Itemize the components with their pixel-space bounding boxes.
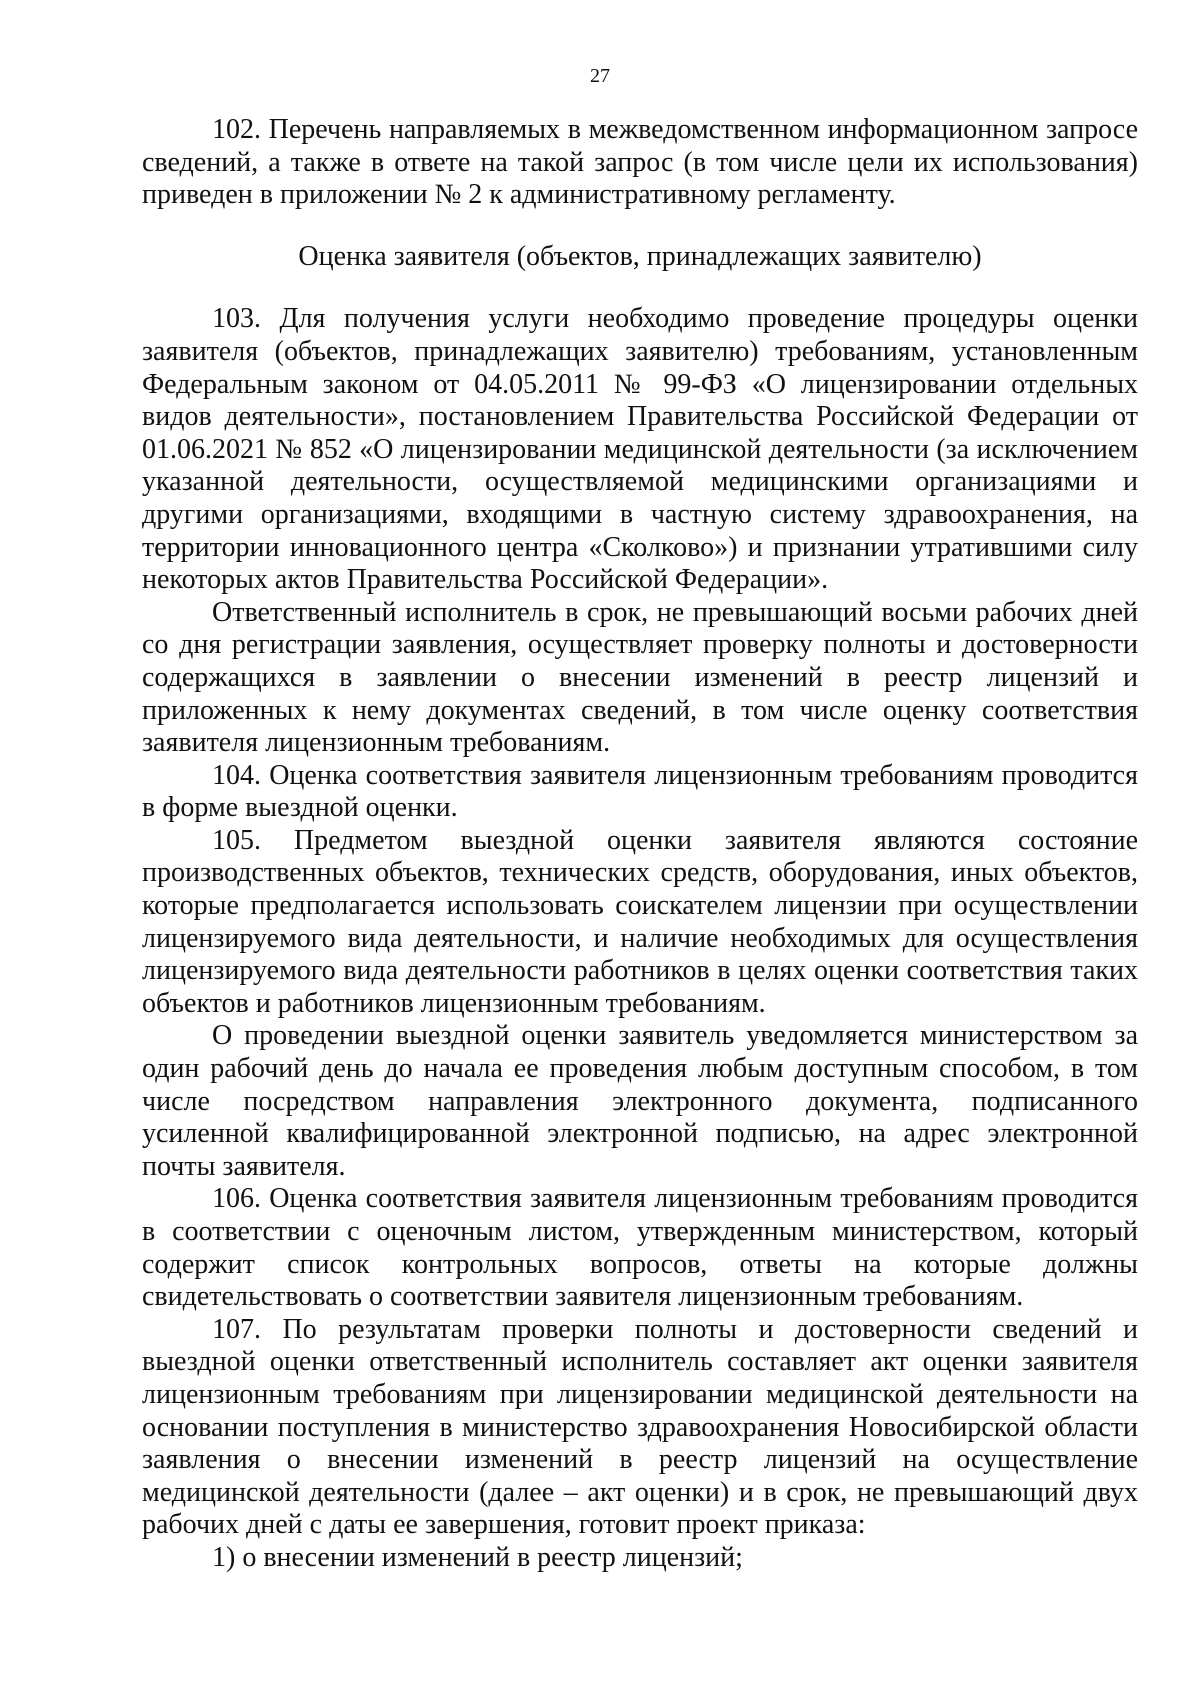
paragraph-104: 104. Оценка соответствия заявителя лицензионным требованиям проводится в форме выездной оценки. xyxy=(142,759,1138,824)
paragraph-103: 103. Для получения услуги необходимо проведение процедуры оценки заявителя (объектов, принадлежащих заявителю) требованиям, установленным Федеральным законом от 04.05.2011 № 99-ФЗ «О лицензировании отдельных видов деятельности», постановлением Правительства Российской Федерации от 01.06.2021 № 852 «О лицензировании медицинской деятельности (за исключением указанной деятельности, осуществляемой медицинскими организациями и другими организациями, входящими в частную систему здравоохранения, на территории инновационного центра «Сколково») и признании утратившими силу некоторых актов Правительства Российской Федерации». xyxy=(142,303,1138,596)
page-number: 27 xyxy=(590,65,610,87)
paragraph-102: 102. Перечень направляемых в межведомственном информационном запросе сведений, а также в ответе на такой запрос (в том числе цели их использования) приведен в приложении № 2 к административному регламенту. xyxy=(142,114,1138,211)
paragraph-106: 106. Оценка соответствия заявителя лицензионным требованиям проводится в соответствии с оценочным листом, утвержденным министерством, который содержит список контрольных вопросов, ответы на которые должны свидетельствовать о соответствии заявителя лицензионным требованиям. xyxy=(142,1183,1138,1313)
paragraph-105-notification: О проведении выездной оценки заявитель уведомляется министерством за один рабочий день до начала ее проведения любым доступным способом, в том числе посредством направления электронного документа, подписанного усиленной квалифицированной электронной подписью, на адрес электронной почты заявителя. xyxy=(142,1020,1138,1182)
paragraph-103-responsible-executor: Ответственный исполнитель в срок, не превышающий восьми рабочих дней со дня регистрации заявления, осуществляет проверку полноты и достоверности содержащихся в заявлении о внесении изменений в реестр лицензий и приложенных к нему документах сведений, в том числе оценку соответствия заявителя лицензионным требованиям. xyxy=(142,596,1138,759)
section-heading: Оценка заявителя (объектов, принадлежащих заявителю) xyxy=(298,240,982,272)
paragraph-107: 107. По результатам проверки полноты и достоверности сведений и выездной оценки ответственный исполнитель составляет акт оценки заявителя лицензионным требованиям при лицензировании медицинской деятельности на основании поступления в министерство здравоохранения Новосибирской области заявления о внесении изменений в реестр лицензий на осуществление медицинской деятельности (далее – акт оценки) и в срок, не превышающий двух рабочих дней с даты ее завершения, готовит проект приказа: xyxy=(142,1313,1138,1541)
document-body xyxy=(142,114,1138,1575)
list-item-1: 1) о внесении изменений в реестр лицензий; xyxy=(212,1541,743,1573)
paragraph-105: 105. Предметом выездной оценки заявителя являются состояние производственных объектов, технических средств, оборудования, иных объектов, которые предполагается использовать соискателем лицензии при осуществлении лицензируемого вида деятельности, и наличие необходимых для осуществления лицензируемого вида деятельности работников в целях оценки соответствия таких объектов и работников лицензионным требованиям. xyxy=(142,824,1138,1019)
